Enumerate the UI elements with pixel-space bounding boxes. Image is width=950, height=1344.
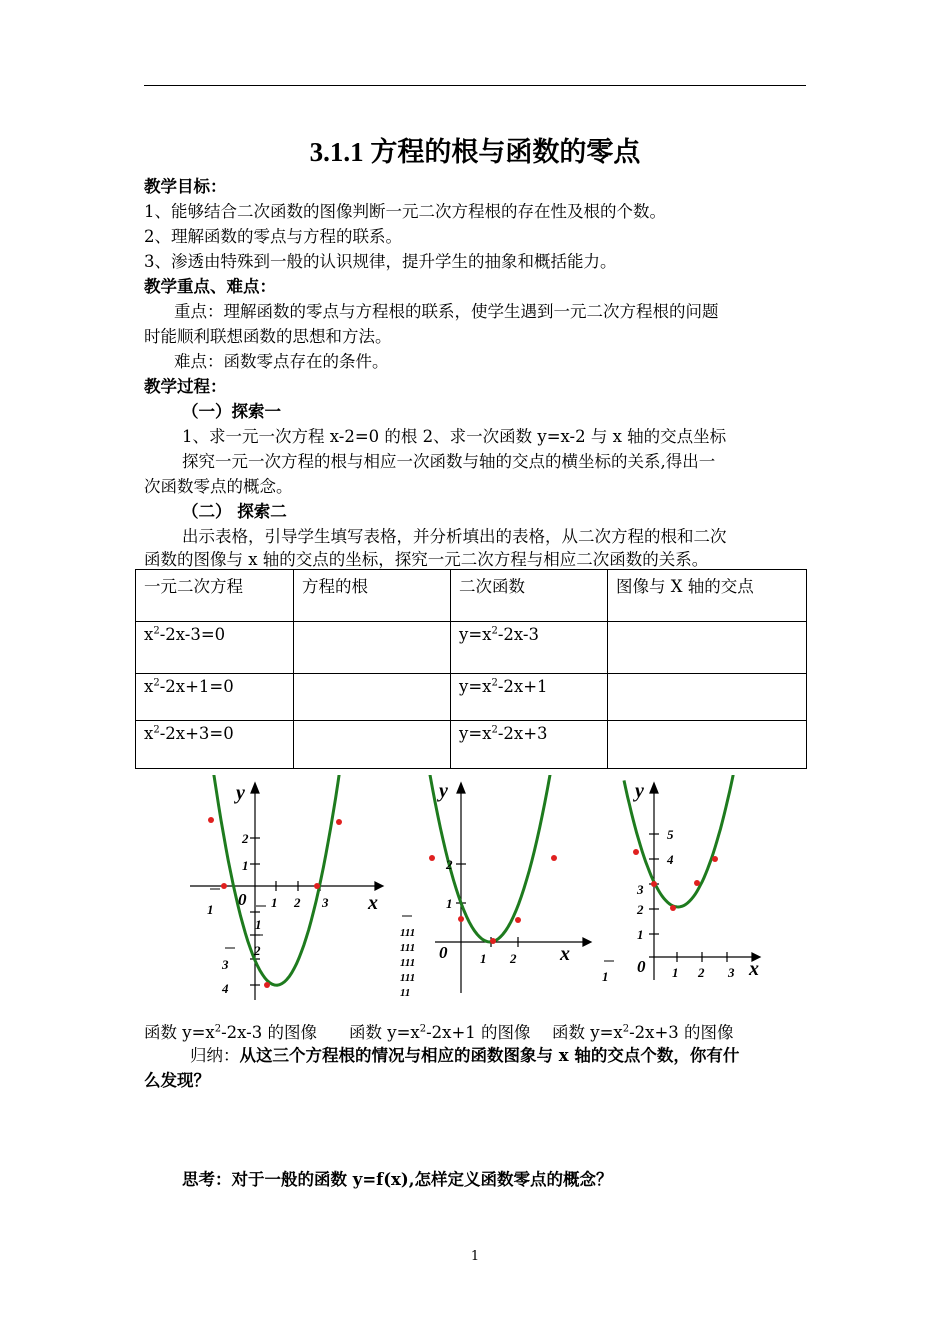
root-cell [294, 674, 451, 721]
intersection-cell [608, 674, 807, 721]
intersection-cell [608, 622, 807, 674]
svg-text:2: 2 [510, 951, 517, 966]
think-question: 思考：对于一般的函数 y=f(x),怎样定义函数零点的概念？ [182, 1170, 613, 1189]
table-row [136, 674, 807, 721]
process-heading: 教学过程： [144, 377, 227, 396]
graph-parabola-3 [597, 775, 772, 990]
y-axis-label: y [635, 780, 644, 802]
y-axis-label: y [439, 780, 448, 802]
svg-text:11: 11 [400, 987, 411, 999]
svg-text:111: 111 [400, 957, 416, 969]
explore1-question: 1、求一元一次方程 x-2=0 的根 2、求一次函数 y=x-2 与 x 轴的交点坐标 [182, 427, 727, 446]
explore2-para-2: 函数的图像与 x 轴的交点的坐标，探究一元二次方程与相应二次函数的关系。 [144, 550, 709, 569]
svg-text:3: 3 [322, 895, 329, 910]
header-rule [144, 85, 806, 86]
x-axis-label: x [368, 892, 378, 914]
svg-text:1: 1 [480, 951, 487, 966]
x-axis-label: x [749, 958, 759, 980]
equation-cell: $x^2-2x-3=0$ [136, 622, 294, 674]
objective-2: 2、理解函数的零点与方程的联系。 [144, 227, 402, 246]
parabola-curve [199, 775, 345, 985]
svg-text:111: 111 [400, 972, 416, 984]
svg-text:4: 4 [222, 981, 229, 996]
induction-line-2: 么发现？ [144, 1071, 210, 1090]
graph-caption-1: 函数 $y=x^2-2x-3$ 的图像 [144, 1023, 317, 1042]
svg-text:4: 4 [667, 852, 674, 867]
svg-text:5: 5 [667, 827, 674, 842]
difficulty-line: 难点：函数零点存在的条件。 [174, 352, 389, 371]
table-header-cell: 一元二次方程 [136, 570, 294, 622]
equation-cell: $x^2-2x+3=0$ [136, 721, 294, 769]
keypoints-heading: 教学重点、难点： [144, 277, 276, 296]
svg-text:2: 2 [637, 902, 644, 917]
origin-label: 0 [238, 890, 247, 909]
page-number: 1 [470, 1249, 480, 1264]
table-row [136, 622, 807, 674]
y-axis-label: y [236, 782, 245, 804]
induction-line-1: 归纳：从这三个方程根的情况与相应的函数图象与 x 轴的交点个数，你有什 [190, 1046, 740, 1065]
explore2-para-1: 出示表格，引导学生填写表格，并分析填出的表格，从二次方程的根和二次 [182, 527, 727, 546]
table-row [136, 721, 807, 769]
svg-text:2: 2 [294, 895, 301, 910]
svg-text:1: 1 [242, 858, 249, 873]
svg-text:2: 2 [698, 965, 705, 980]
explore1-para-1: 探究一元一次方程的根与相应一次函数与轴的交点的横坐标的关系,得出一 [182, 452, 716, 471]
page-title: 3.1.1 方程的根与函数的零点 [309, 137, 641, 167]
root-cell [294, 622, 451, 674]
svg-text:2: 2 [446, 857, 453, 872]
objective-1: 1、能够结合二次函数的图像判断一元二次方程根的存在性及根的个数。 [144, 202, 666, 221]
explore1-title: （一）探索一 [182, 402, 281, 421]
table-header-row [136, 570, 807, 622]
svg-text:3: 3 [222, 957, 229, 972]
svg-text:1: 1 [672, 965, 679, 980]
intersection-cell [608, 721, 807, 769]
svg-text:1: 1 [602, 969, 609, 984]
graph-parabola-2 [395, 775, 600, 1005]
graph-caption-3: 函数 $y=x^2-2x+3$ 的图像 [552, 1023, 734, 1042]
objective-3: 3、渗透由特殊到一般的认识规律，提升学生的抽象和概括能力。 [144, 252, 617, 271]
svg-text:1: 1 [637, 927, 644, 942]
equation-cell: $x^2-2x+1=0$ [136, 674, 294, 721]
objectives-heading: 教学目标： [144, 177, 227, 196]
focus-line-2: 时能顺利联想函数的思想和方法。 [144, 327, 392, 346]
svg-text:1: 1 [271, 895, 278, 910]
function-cell: $y=x^2-2x+1$ [451, 674, 608, 721]
svg-text:111: 111 [400, 942, 416, 954]
graph-caption-2: 函数 $y=x^2-2x+1$ 的图像 [349, 1023, 531, 1042]
function-cell: $y=x^2-2x+3$ [451, 721, 608, 769]
parabola-curve [412, 775, 569, 942]
origin-label: 0 [637, 957, 646, 976]
svg-text:111: 111 [400, 927, 416, 939]
explore2-title: （二） 探索二 [182, 502, 287, 521]
svg-text:2: 2 [242, 831, 249, 846]
x-axis-label: x [560, 943, 570, 965]
table-header-cell: 方程的根 [294, 570, 451, 622]
svg-text:1: 1 [255, 917, 262, 932]
svg-text:3: 3 [728, 965, 735, 980]
origin-label: 0 [439, 943, 448, 962]
table-header-cell: 二次函数 [451, 570, 608, 622]
svg-text:1: 1 [207, 902, 214, 917]
graph-parabola-1 [180, 775, 390, 1005]
svg-text:1: 1 [446, 896, 453, 911]
root-cell [294, 721, 451, 769]
focus-line-1: 重点：理解函数的零点与方程根的联系，使学生遇到一元二次方程根的问题 [174, 302, 719, 321]
explore1-para-2: 次函数零点的概念。 [144, 477, 293, 496]
table-header-cell: 图像与 X 轴的交点 [608, 570, 807, 622]
svg-text:3: 3 [637, 882, 644, 897]
svg-text:2: 2 [254, 943, 261, 958]
equation-table [135, 569, 807, 769]
function-cell: $y=x^2-2x-3$ [451, 622, 608, 674]
